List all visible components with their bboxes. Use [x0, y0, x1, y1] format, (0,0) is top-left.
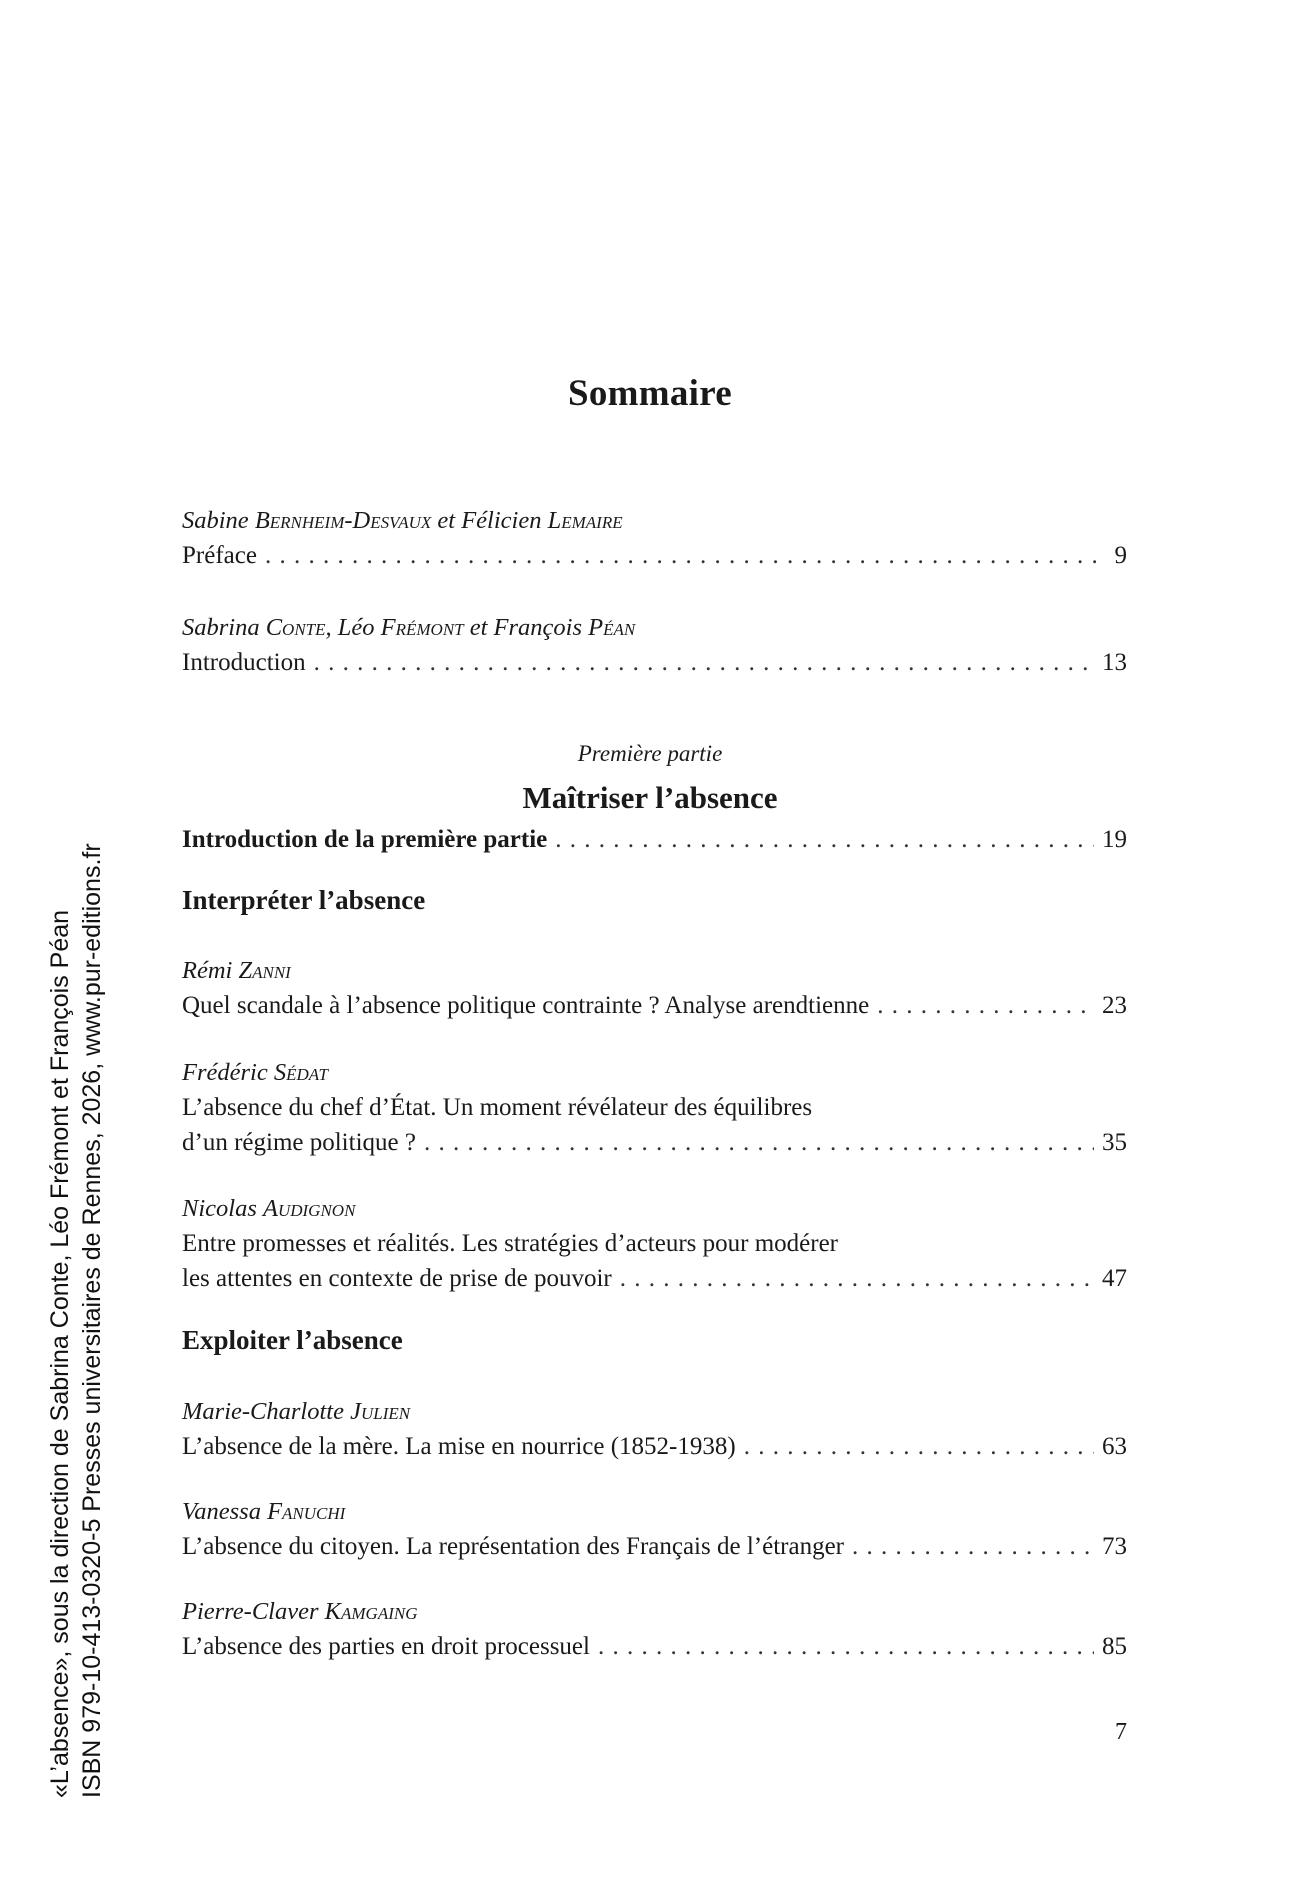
toc-entry[interactable] — [182, 1191, 1127, 1296]
side-note-line: «L’absence», sous la direction de Sabrina Conte, Léo Frémont et François Péan — [46, 909, 74, 1798]
dot-leader — [852, 1529, 1094, 1564]
entry-title-line: L’absence du chef d’État. Un moment révélateur des équilibres — [182, 1094, 813, 1121]
entry-page-number: 85 — [1102, 1633, 1127, 1660]
part-label: Première partie — [577, 741, 723, 766]
dot-leader — [598, 1629, 1094, 1664]
entry-author: Frédéric Sédat — [182, 1059, 328, 1086]
entry-author: Vanessa Fanuchi — [182, 1498, 346, 1525]
entry-page-number: 35 — [1102, 1129, 1127, 1156]
entry-page-number: 13 — [1102, 649, 1127, 676]
entry-title: les attentes en contexte de prise de pouvoir — [182, 1265, 612, 1292]
entry-title-row — [182, 645, 1127, 680]
entry-author: Marie-Charlotte Julien — [182, 1398, 411, 1425]
page-number: 7 — [1115, 1719, 1127, 1745]
entry-title-row — [182, 1125, 1127, 1160]
section-heading: Interpréter l’absence — [182, 885, 426, 915]
dot-leader — [555, 822, 1094, 857]
toc-entry-part-intro[interactable] — [182, 822, 1127, 857]
side-copyright-note — [44, 843, 108, 1798]
entry-author: Nicolas Audignon — [182, 1195, 356, 1222]
entry-title: L’absence des parties en droit processuel — [182, 1633, 590, 1660]
dot-leader — [424, 1125, 1094, 1160]
toc-entry[interactable] — [182, 1055, 1127, 1160]
toc-entry[interactable] — [182, 1394, 1127, 1464]
entry-title-row — [182, 822, 1127, 857]
toc-entry-introduction[interactable] — [182, 610, 1127, 680]
part-title: Maîtriser l’absence — [522, 780, 778, 815]
entry-page-number: 19 — [1102, 826, 1127, 853]
toc-entry[interactable] — [182, 1494, 1127, 1564]
entry-page-number: 63 — [1102, 1433, 1127, 1460]
dot-leader — [744, 1429, 1094, 1464]
entry-title-row — [182, 1429, 1127, 1464]
toc-entry[interactable] — [182, 953, 1127, 1023]
section-heading: Exploiter l’absence — [182, 1325, 403, 1355]
entry-title: Préface — [182, 542, 257, 569]
dot-leader — [314, 645, 1094, 680]
entry-author: Sabrina Conte, Léo Frémont et François Péan — [182, 614, 636, 641]
entry-page-number: 9 — [1114, 542, 1127, 569]
entry-title: d’un régime politique ? — [182, 1129, 416, 1156]
page-title: Sommaire — [567, 373, 733, 414]
entry-title-row — [182, 538, 1127, 573]
dot-leader — [265, 538, 1107, 573]
entry-title-line: Entre promesses et réalités. Les stratégies d’acteurs pour modérer — [182, 1230, 838, 1257]
entry-author: Rémi Zanni — [182, 957, 291, 984]
entry-title: L’absence du citoyen. La représentation des Français de l’étranger — [182, 1533, 844, 1560]
entry-title: Quel scandale à l’absence politique contrainte ? Analyse arendtienne — [182, 992, 870, 1019]
entry-title-row — [182, 1261, 1127, 1296]
entry-title: Introduction — [182, 649, 306, 676]
entry-author: Sabine Bernheim-Desvaux et Félicien Lemaire — [182, 507, 623, 534]
entry-title-row — [182, 1629, 1127, 1664]
dot-leader — [877, 988, 1094, 1023]
toc-entry-preface[interactable] — [182, 503, 1127, 573]
entry-page-number: 23 — [1102, 992, 1127, 1019]
entry-title: L’absence de la mère. La mise en nourrice (1852-1938) — [182, 1433, 736, 1460]
entry-title: Introduction de la première partie — [182, 826, 548, 853]
entry-title-row — [182, 988, 1127, 1023]
entry-page-number: 73 — [1102, 1533, 1127, 1560]
side-note-line: ISBN 979-10-413-0320-5 Presses universitaires de Rennes, 2026, www.pur-editions.fr — [78, 843, 106, 1798]
entry-page-number: 47 — [1102, 1265, 1127, 1292]
entry-title-row — [182, 1529, 1127, 1564]
dot-leader — [620, 1261, 1094, 1296]
entry-author: Pierre-Claver Kamgaing — [182, 1598, 418, 1625]
toc-entry[interactable] — [182, 1594, 1127, 1664]
